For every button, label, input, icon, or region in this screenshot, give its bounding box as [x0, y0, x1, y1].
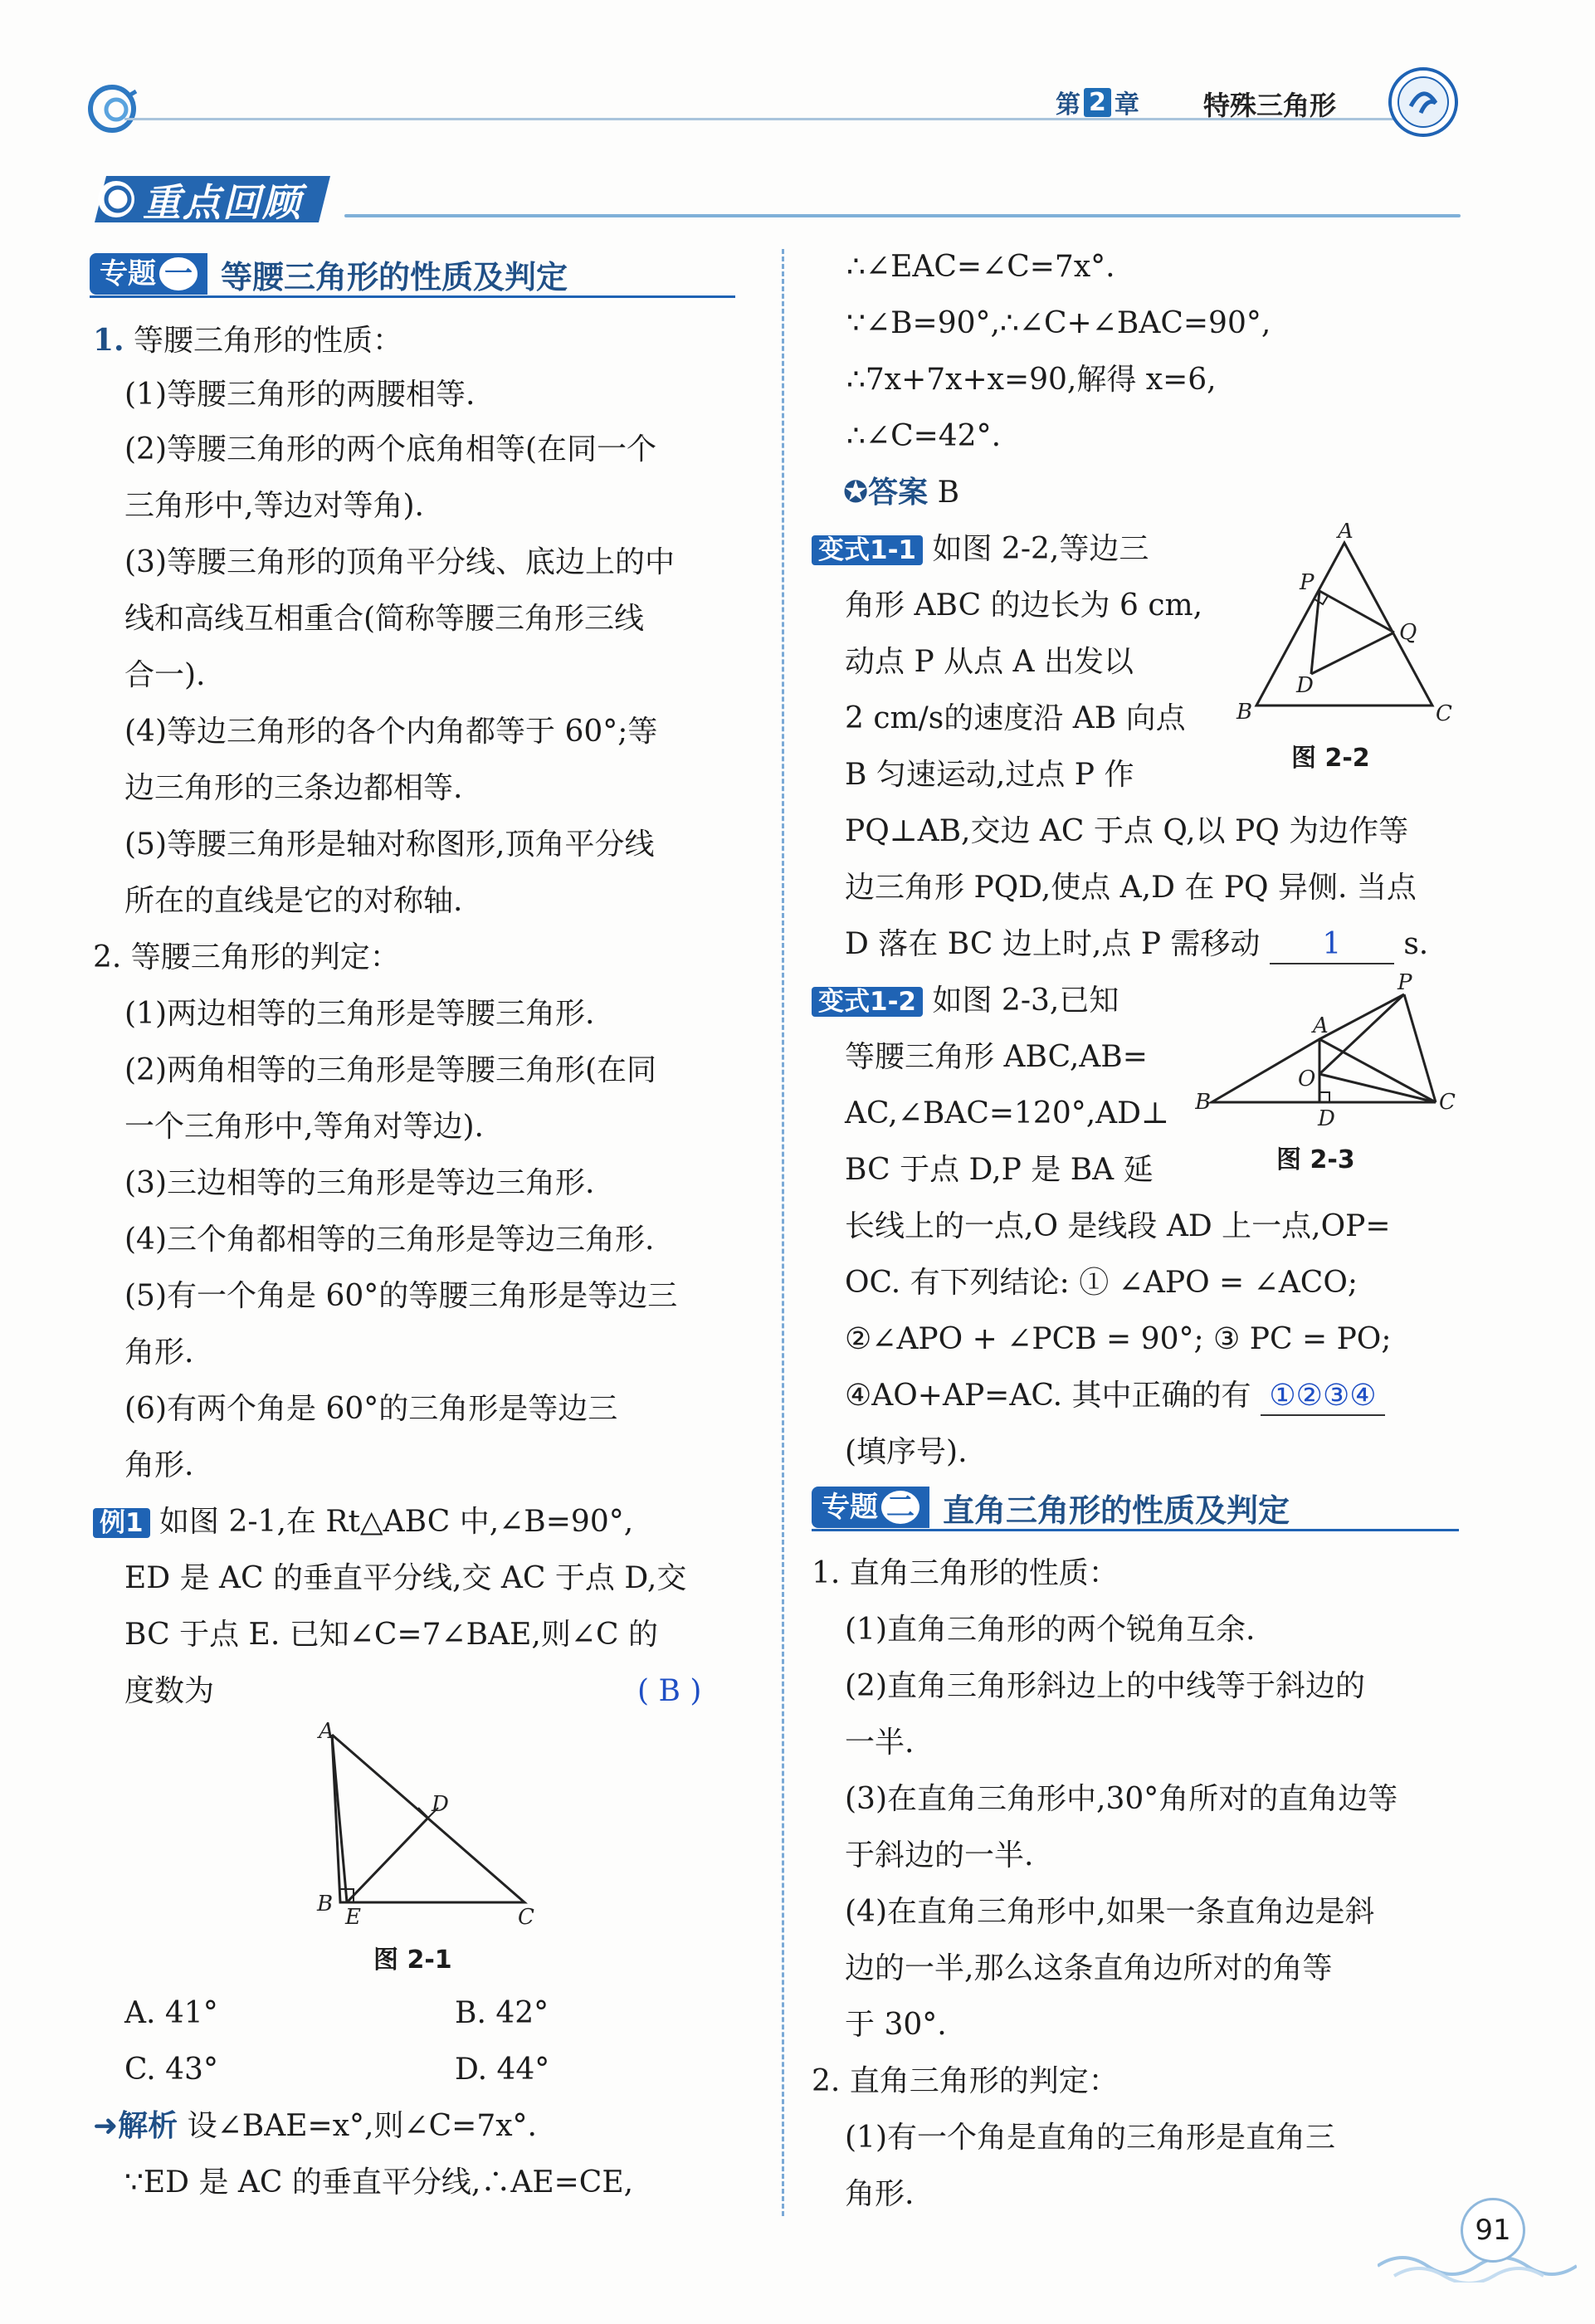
- left-line-text: 2. 等腰三角形的判定：: [93, 940, 400, 974]
- fig3-label-b: B: [1195, 1090, 1212, 1115]
- variant11-line-last: [845, 926, 1428, 964]
- right-bottom-line: 于 30°.: [845, 2008, 947, 2042]
- right-bottom-line: (1)直角三角形的两个锐角互余.: [845, 1613, 1256, 1647]
- topic1-tag: [90, 253, 207, 295]
- analysis-label-text: 解析: [118, 2109, 178, 2143]
- topic1-title: 等腰三角形的性质及判定: [221, 258, 568, 295]
- right-bottom-line: (1)有一个角是直角的三角形是直角三: [845, 2121, 1335, 2155]
- fig2-label-q: Q: [1399, 620, 1417, 645]
- example1-line4: 度数为: [124, 1674, 215, 1708]
- variant12-text: 如图 2-3,已知: [932, 984, 1119, 1018]
- variant11-tag: 变式1-1: [812, 535, 923, 565]
- left-line: (3)三边相等的三角形是等边三角形.: [124, 1166, 595, 1200]
- analysis-line2: ∵ED 是 AC 的垂直平分线,∴AE=CE,: [124, 2165, 634, 2200]
- chapter-title: 特殊三角形: [1203, 90, 1337, 121]
- variant12-text: ④AO+AP=AC. 其中正确的有: [845, 1379, 1251, 1413]
- variant11-line: 角形 ABC 的边长为 6 cm,: [845, 588, 1203, 622]
- left-line: (3)等腰三角形的顶角平分线、底边上的中: [124, 545, 675, 579]
- left-line: 等腰三角形的性质：: [134, 324, 403, 358]
- fig3-label-p: P: [1397, 971, 1412, 995]
- right-bottom-line: 边的一半,那么这条直角边所对的角等: [845, 1951, 1333, 1985]
- variant11-text: 如图 2-2,等边三: [932, 532, 1149, 566]
- variant11-line: 2 cm/s的速度沿 AB 向点: [845, 701, 1186, 735]
- variant12-tag: 变式1-2: [812, 987, 923, 1017]
- variant11-blank-answer: 1: [1270, 926, 1394, 964]
- topic2-underline: [812, 1529, 1459, 1531]
- variant12-line: AC,∠BAC=120°,AD⊥: [845, 1096, 1169, 1130]
- topic2-tag-number: 二: [881, 1491, 919, 1524]
- right-bottom-line: (4)在直角三角形中,如果一条直角边是斜: [845, 1895, 1375, 1929]
- right-bottom-line: 一半.: [845, 1726, 915, 1760]
- fig2-label-d: D: [1296, 673, 1314, 698]
- fig2-label-a: A: [1338, 523, 1354, 544]
- variant11-text: D 落在 BC 边上时,点 P 需移动: [845, 927, 1261, 961]
- right-bottom-line: 角形.: [845, 2177, 915, 2211]
- fig1-label-e: E: [345, 1905, 361, 1926]
- fig3-label-o: O: [1298, 1067, 1316, 1091]
- fig3-label-a: A: [1313, 1013, 1329, 1038]
- left-line: (1)两边相等的三角形是等腰三角形.: [124, 997, 595, 1031]
- left-line: 合一).: [124, 658, 206, 692]
- variant12-line: 等腰三角形 ABC,AB=: [845, 1040, 1148, 1074]
- left-line: (4)等边三角形的各个内角都等于 60°;等: [124, 715, 658, 749]
- right-bottom-line: (3)在直角三角形中,30°角所对的直角边等: [845, 1782, 1398, 1816]
- section-title: 重点回顾: [143, 180, 302, 225]
- left-line: (5)等腰三角形是轴对称图形,顶角平分线: [124, 828, 655, 862]
- fig2-label-b: B: [1236, 700, 1253, 725]
- chapter-number: 2: [1084, 88, 1111, 117]
- option-b: B. 42°: [455, 1996, 549, 2030]
- variant12-line: BC 于点 D,P 是 BA 延: [845, 1153, 1154, 1187]
- left-line: 边三角形的三条边都相等.: [124, 771, 463, 805]
- fig3-label-c: C: [1439, 1090, 1456, 1115]
- column-divider: [782, 249, 784, 2216]
- variant11-line: 动点 P 从点 A 出发以: [845, 645, 1134, 679]
- left-line: (5)有一个角是 60°的等腰三角形是等边三: [124, 1279, 678, 1313]
- example1-line2: ED 是 AC 的垂直平分线,交 AC 于点 D,交: [124, 1561, 687, 1595]
- right-line: ∴∠EAC=∠C=7x°.: [846, 250, 1115, 284]
- fig1-label-d: D: [432, 1792, 449, 1817]
- banner-rule: [344, 214, 1461, 217]
- chapter-prefix: 第: [1056, 90, 1080, 120]
- variant12-line-answer: [845, 1378, 1385, 1416]
- answer-label-text: 答案: [868, 476, 929, 510]
- left-line: 三角形中,等边对等角).: [124, 489, 424, 523]
- topic1-tag-number: 一: [159, 257, 198, 290]
- right-bottom-line: 1. 直角三角形的性质：: [812, 1556, 1119, 1590]
- left-line: (2)等腰三角形的两个底角相等(在同一个: [124, 432, 657, 466]
- answer-label: ✪答案: [843, 476, 929, 510]
- fig2-label-p: P: [1300, 570, 1315, 595]
- variant11-line: B 匀速运动,过点 P 作: [845, 758, 1134, 792]
- right-line: ∵∠B=90°,∴∠C+∠BAC=90°,: [846, 306, 1271, 340]
- left-line: 所在的直线是它的对称轴.: [124, 884, 463, 918]
- example1-line1: [93, 1504, 633, 1541]
- fig1-label-c: C: [518, 1905, 534, 1926]
- answer-line: [843, 475, 959, 511]
- variant12-line: OC. 有下列结论: ① ∠APO = ∠ACO;: [845, 1266, 1358, 1300]
- example1-line3: BC 于点 E. 已知∠C=7∠BAE,则∠C 的: [124, 1618, 658, 1652]
- example1-answer-paren: ( B ): [637, 1674, 702, 1708]
- page-number: 91: [1461, 2198, 1525, 2263]
- answer-value: B: [937, 476, 960, 510]
- topic2-tag: [812, 1487, 929, 1528]
- fig1-label-a: A: [319, 1719, 334, 1744]
- variant12-line1: [812, 983, 1119, 1020]
- analysis-text: 设∠BAE=x°,则∠C=7x°.: [187, 2109, 537, 2143]
- chapter-badge: [1056, 83, 1139, 121]
- left-line: (4)三个角都相等的三角形是等边三角形.: [124, 1223, 655, 1257]
- variant11-line: 边三角形 PQD,使点 A,D 在 PQ 异侧. 当点: [845, 871, 1417, 905]
- variant12-blank-answer: ①②③④: [1261, 1378, 1385, 1416]
- right-bottom-line: 2. 直角三角形的判定：: [812, 2064, 1119, 2098]
- example1-tag: 例1: [93, 1508, 150, 1538]
- option-c: C. 43°: [124, 2053, 218, 2087]
- topic1-tag-prefix: 专题: [100, 257, 156, 290]
- variant11-line1: [812, 531, 1149, 569]
- option-d: D. 44°: [455, 2053, 550, 2087]
- figure-2-2: [1228, 523, 1461, 730]
- figure-2-3: [1195, 971, 1461, 1137]
- left-line: 角形.: [124, 1448, 194, 1482]
- left-line: [93, 940, 400, 976]
- variant12-last-line: (填序号).: [845, 1435, 968, 1469]
- option-a: A. 41°: [124, 1996, 218, 2030]
- variant11-unit: s.: [1403, 927, 1429, 961]
- left-line: (1)等腰三角形的两腰相等.: [124, 378, 476, 412]
- publisher-seal-icon: [1388, 66, 1459, 138]
- swirl-logo-icon: [83, 80, 141, 138]
- figure-2-2-caption: 图 2-2: [1291, 744, 1370, 773]
- right-bottom-line: (2)直角三角形斜边上的中线等于斜边的: [845, 1669, 1365, 1703]
- right-line: ∴∠C=42°.: [846, 419, 1002, 453]
- variant12-line: ②∠APO + ∠PCB = 90°; ③ PC = PO;: [845, 1322, 1392, 1356]
- topic1-underline: [90, 295, 735, 298]
- topic2-tag-prefix: 专题: [822, 1491, 878, 1524]
- variant11-line: PQ⊥AB,交边 AC 于点 Q,以 PQ 为边作等: [845, 814, 1409, 848]
- chapter-suffix: 章: [1114, 90, 1139, 120]
- analysis-line1: [93, 2108, 537, 2145]
- right-bottom-line: 于斜边的一半.: [845, 1838, 1034, 1872]
- fig3-label-d: D: [1318, 1106, 1335, 1131]
- left-line: (6)有两个角是 60°的三角形是等边三: [124, 1392, 618, 1426]
- figure-2-3-caption: 图 2-3: [1276, 1145, 1355, 1174]
- fig1-label-b: B: [317, 1892, 334, 1916]
- figure-2-1-caption: 图 2-1: [373, 1946, 452, 1975]
- topic2-heading: [812, 1486, 1290, 1529]
- right-line: ∴7x+7x+x=90,解得 x=6,: [846, 363, 1217, 397]
- left-line: 角形.: [124, 1335, 194, 1370]
- left-line: 一个三角形中,等角对等边).: [124, 1110, 484, 1144]
- topic2-title: 直角三角形的性质及判定: [943, 1492, 1290, 1529]
- figure-2-1: [307, 1718, 548, 1926]
- example1-text: 如图 2-1,在 Rt△ABC 中,∠B=90°,: [159, 1505, 634, 1539]
- left-line: (2)两角相等的三角形是等腰三角形(在同: [124, 1053, 657, 1087]
- analysis-label: ➜解析: [93, 2109, 178, 2143]
- fig2-label-c: C: [1436, 701, 1452, 726]
- left-line: 线和高线互相重合(简称等腰三角形三线: [124, 602, 645, 636]
- topic1-heading: [90, 252, 568, 295]
- variant12-line: 长线上的一点,O 是线段 AD 上一点,OP=: [845, 1209, 1391, 1243]
